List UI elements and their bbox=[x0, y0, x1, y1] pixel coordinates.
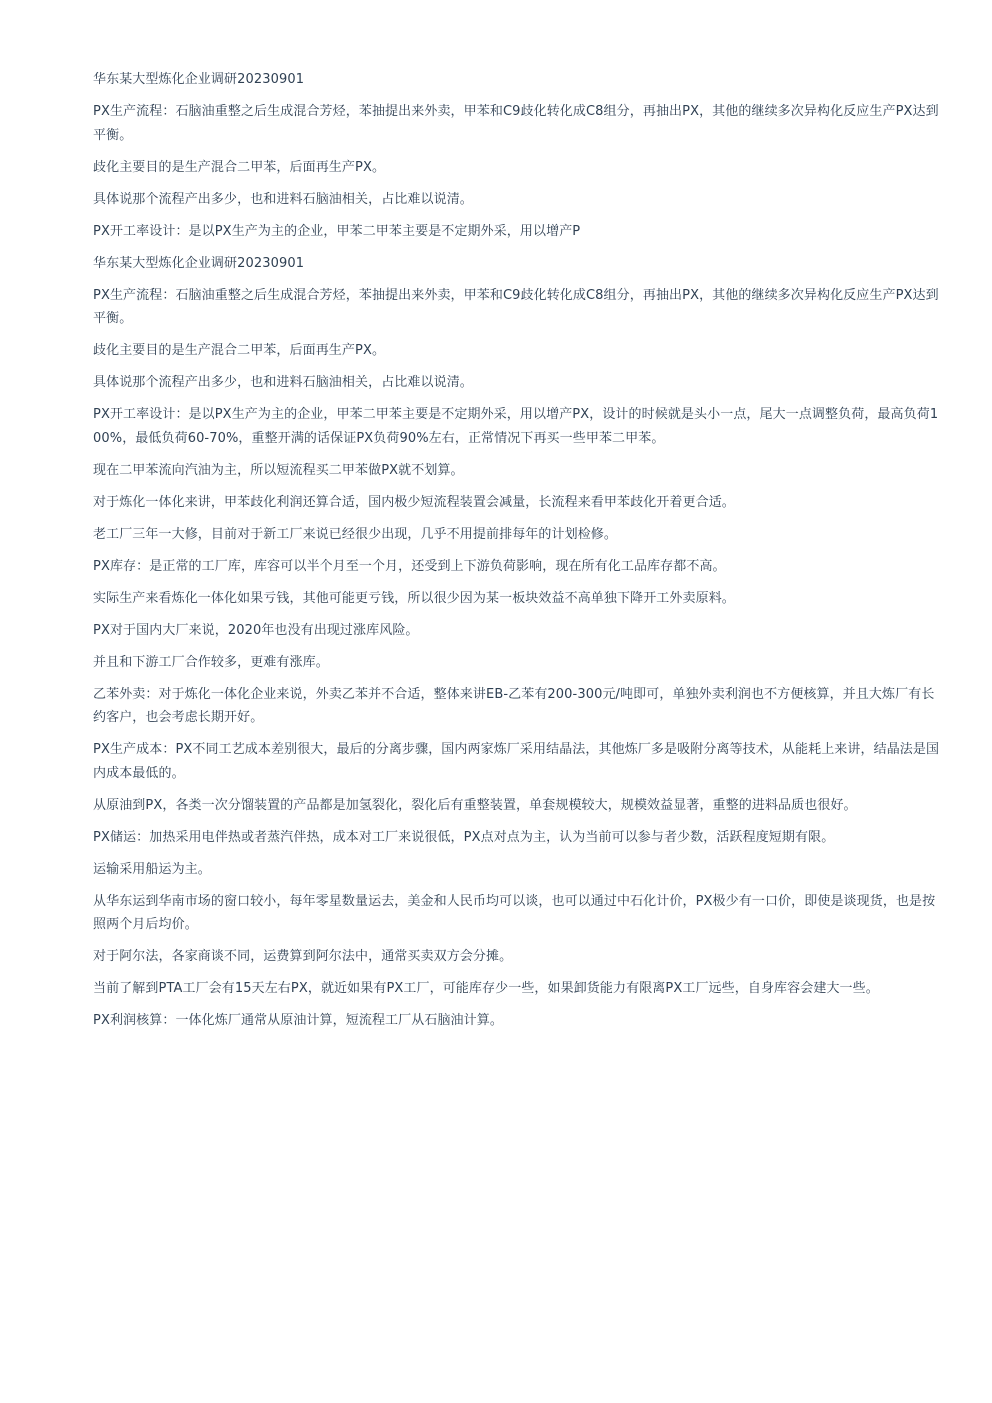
paragraph-xylene-flow: 现在二甲苯流向汽油为主，所以短流程买二甲苯做PX就不划算。 bbox=[93, 462, 464, 478]
paragraph-operating-rate: PX开工率设计：是以PX生产为主的企业，甲苯二甲苯主要是不定期外采，用以增产PX，设计的时候就是头小一点，尾大一点调整负荷，最高负荷100%，最低负荷60-70%，重整开满的话保证PX负荷90%左右，正常情况下再买一些甲苯二甲苯。 bbox=[93, 407, 939, 446]
paragraph-pta-inventory: 当前了解到PTA工厂会有15天左右PX，就近如果有PX工厂，可能库存少一些，如果卸货能力有限离PX工厂远些，自身库容会建大一些。 bbox=[93, 981, 879, 996]
paragraph-disproportionation-purpose: 歧化主要目的是生产混合二甲苯，后面再生产PX。 bbox=[93, 159, 386, 175]
document-title: 华东某大型炼化企业调研20230901 bbox=[93, 72, 305, 87]
paragraph-toluene-disproportionation-profit: 对于炼化一体化来讲，甲苯歧化利润还算合适，国内极少短流程装置会减量，长流程来看甲苯歧化开着更合适。 bbox=[93, 494, 735, 510]
paragraph-maintenance: 老工厂三年一大修，目前对于新工厂来说已经很少出现，几乎不用提前排每年的计划检修。 bbox=[93, 526, 618, 542]
paragraph-px-production-cost: PX生产成本：PX不同工艺成本差别很大，最后的分离步骤，国内两家炼厂采用结晶法，其他炼厂多是吸附分离等技术，从能耗上来讲，结晶法是国内成本最低的。 bbox=[93, 742, 940, 781]
paragraph-px-storage-transport: PX储运：加热采用电伴热或者蒸汽伴热，成本对工厂来说很低，PX点对点为主，认为当前可以参与者少数，活跃程度短期有限。 bbox=[93, 829, 835, 845]
paragraph-process-output-repeat: 具体说那个流程产出多少，也和进料石脑油相关，占比难以说清。 bbox=[93, 375, 473, 390]
paragraph-operating-rate-truncated: PX开工率设计：是以PX生产为主的企业，甲苯二甲苯主要是不定期外采，用以增产P bbox=[93, 223, 581, 239]
paragraph-process-output: 具体说那个流程产出多少，也和进料石脑油相关，占比难以说清。 bbox=[93, 191, 473, 207]
paragraph-px-profit-accounting: PX利润核算：一体化炼厂通常从原油计算，短流程工厂从石脑油计算。 bbox=[93, 1013, 503, 1028]
paragraph-shipping: 运输采用船运为主。 bbox=[93, 861, 211, 877]
paragraph-disproportionation-purpose-repeat: 歧化主要目的是生产混合二甲苯，后面再生产PX。 bbox=[93, 343, 386, 358]
paragraph-inventory-risk: PX对于国内大厂来说，2020年也没有出现过涨库风险。 bbox=[93, 622, 419, 638]
paragraph-south-china-market: 从华东运到华南市场的窗口较小，每年零星数量运去，美金和人民币均可以谈，也可以通过中石化计价，PX极少有一口价，即使是谈现货，也是按照两个月后均价。 bbox=[93, 893, 936, 932]
paragraph-px-inventory: PX库存：是正常的工厂库，库容可以半个月至一个月，还受到上下游负荷影响，现在所有化工品库存都不高。 bbox=[93, 558, 726, 574]
paragraph-integrated-production: 实际生产来看炼化一体化如果亏钱，其他可能更亏钱，所以很少因为某一板块效益不高单独下降开工外卖原料。 bbox=[93, 590, 735, 606]
paragraph-crude-to-px: 从原油到PX，各类一次分馏装置的产品都是加氢裂化，裂化后有重整装置，单套规模较大，规模效益显著，重整的进料品质也很好。 bbox=[93, 797, 857, 813]
paragraph-px-process: PX生产流程：石脑油重整之后生成混合芳烃，苯抽提出来外卖，甲苯和C9歧化转化成C8组分，再抽出PX，其他的继续多次异构化反应生产PX达到平衡。 bbox=[93, 104, 939, 143]
paragraph-downstream-cooperation: 并且和下游工厂合作较多，更难有涨库。 bbox=[93, 654, 329, 670]
paragraph-px-process-repeat: PX生产流程：石脑油重整之后生成混合芳烃，苯抽提出来外卖，甲苯和C9歧化转化成C8组分，再抽出PX，其他的继续多次异构化反应生产PX达到平衡。 bbox=[93, 287, 939, 326]
paragraph-ethylbenzene-sales: 乙苯外卖：对于炼化一体化企业来说，外卖乙苯并不合适，整体来讲EB-乙苯有200-300元/吨即可，单独外卖利润也不方便核算，并且大炼厂有长约客户，也会考虑长期开好。 bbox=[93, 686, 935, 725]
document-title-repeat: 华东某大型炼化企业调研20230901 bbox=[93, 255, 305, 271]
document-body bbox=[93, 68, 941, 1041]
paragraph-alpha-freight: 对于阿尔法，各家商谈不同，运费算到阿尔法中，通常买卖双方会分摊。 bbox=[93, 949, 513, 964]
